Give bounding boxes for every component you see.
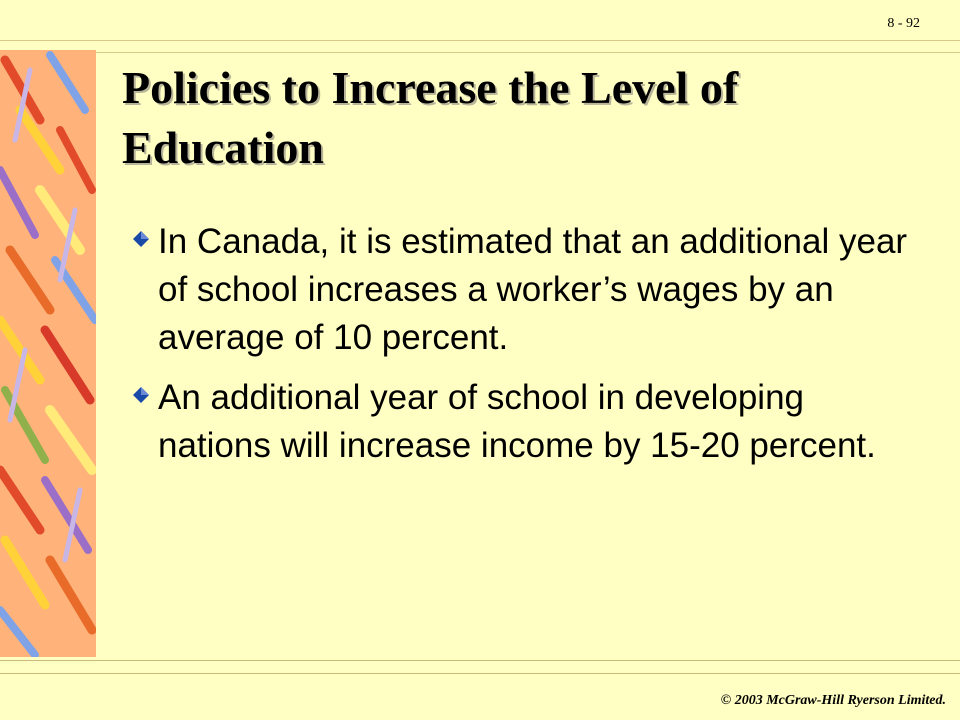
top-rule-secondary bbox=[0, 52, 960, 53]
bullet-item bbox=[122, 374, 922, 470]
top-rule bbox=[0, 40, 960, 41]
bottom-rule bbox=[0, 660, 960, 661]
diamond-bullet-icon bbox=[132, 386, 150, 404]
bullet-list bbox=[122, 218, 922, 482]
page-number: 8 - 92 bbox=[887, 16, 920, 31]
bullet-text: An additional year of school in developing nations will increase income by 15-20 percent. bbox=[158, 378, 876, 465]
copyright-notice: © 2003 McGraw-Hill Ryerson Limited. bbox=[720, 693, 946, 708]
bullet-item bbox=[122, 218, 922, 362]
bullet-text: In Canada, it is estimated that an additional year of school increases a worker’s wages by an average of 10 percent. bbox=[158, 222, 908, 357]
decorative-sidebar-image bbox=[0, 50, 96, 657]
diamond-bullet-icon bbox=[132, 230, 150, 248]
slide-title: Policies to Increase the Level of Education bbox=[122, 62, 739, 173]
bottom-rule-secondary bbox=[0, 673, 960, 674]
